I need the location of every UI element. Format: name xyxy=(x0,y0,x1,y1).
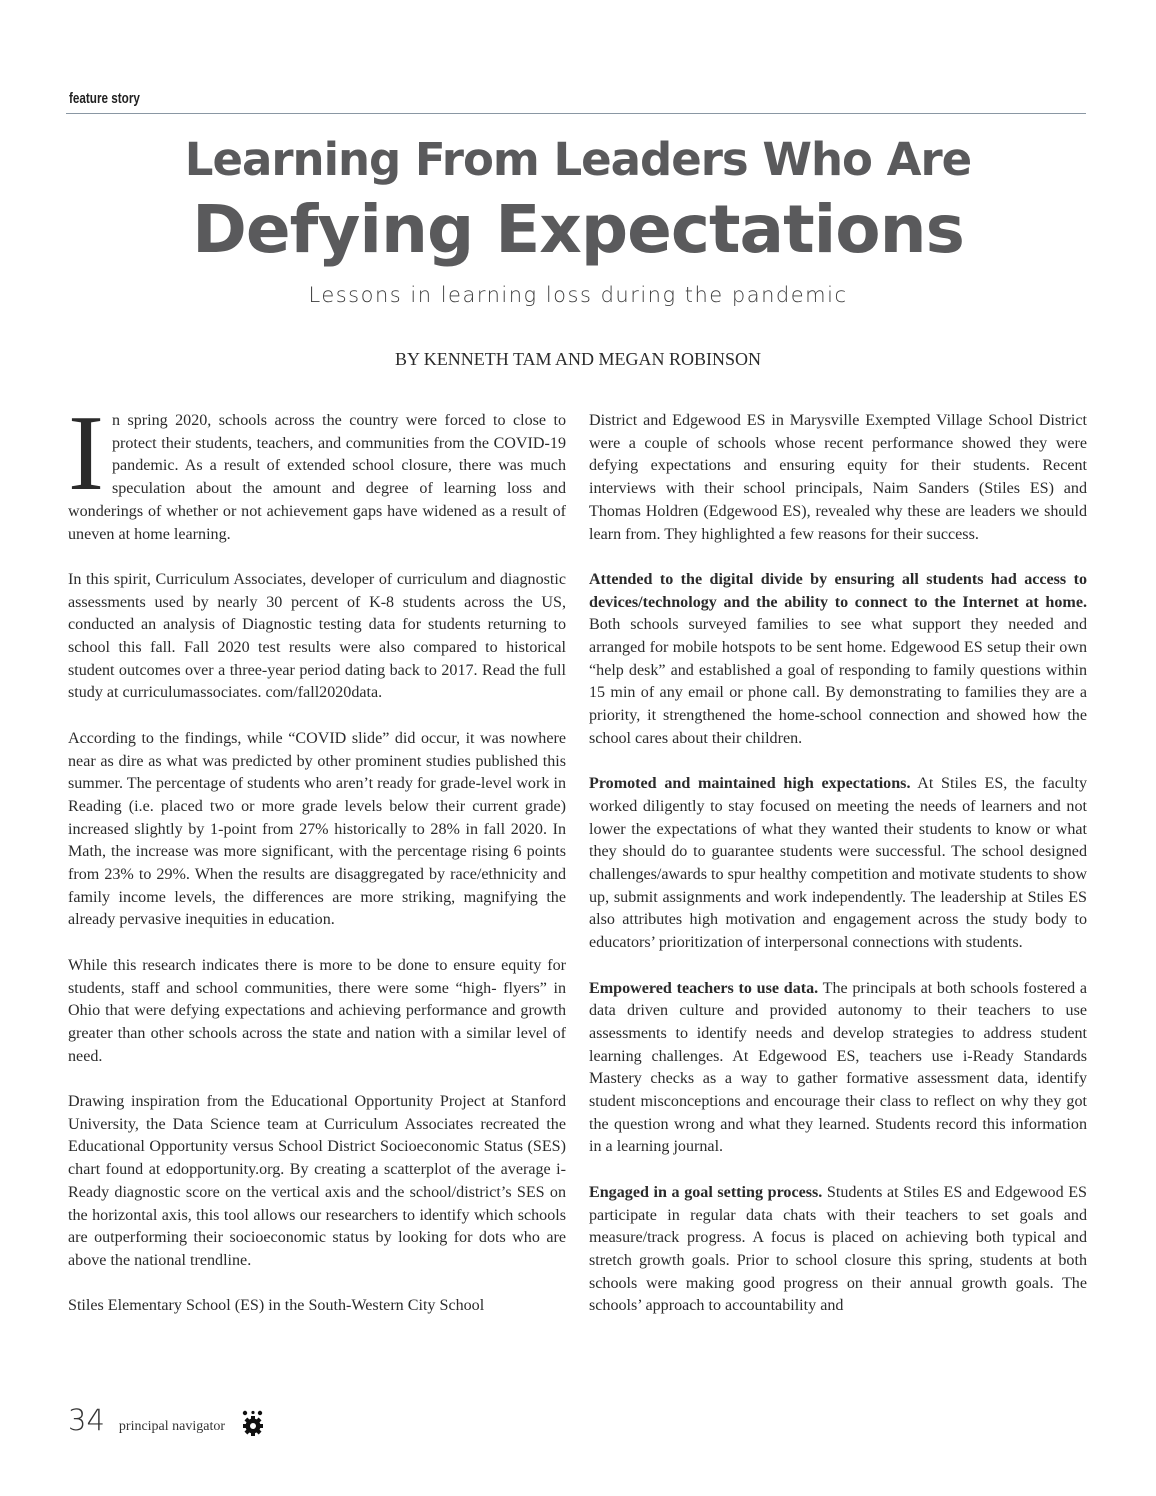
paragraph-body: At Stiles ES, the faculty worked diligently to stay focused on meeting the needs of learners and not lower the expectations of what they wanted their students to know or what they should do to guarantee students were successful. The school designed challenges/awards to spur healthy competition and motivate students to show up, submit assignments and work independently. The leadership at Stiles ES also attributes high motivation and engagement across the study body to educators’ prioritization of interpersonal connections with students. xyxy=(589,775,1087,952)
gear-icon xyxy=(241,1410,265,1436)
paragraph-lead: Engaged in a goal setting process. xyxy=(589,1183,823,1201)
article-title-line2: Defying Expectations xyxy=(192,191,964,268)
paragraph: Drawing inspiration from the Educational Opportunity Project at Stanford University, the Data Science team at Curriculum Associates recreated the Educational Opportunity versus School District Socioeconomic Status (SES) chart found at edopportunity.org. By creating a scatterplot of the average i-Ready diagnostic score on the vertical axis and the school/district’s SES on the horizontal axis, this tool allows our researchers to identify which schools are outperforming their socioeconomic status by looking for dots who are above the national trendline. xyxy=(68,1093,566,1269)
paragraph-body: Students at Stiles ES and Edgewood ES participate in regular data chats with their teachers to set goals and measure/track progress. A focus is placed on achieving both typical and stretch growth goals. Prior to school closure this spring, students at both schools were making good progress on their annual growth goals. The schools’ approach to accountability and xyxy=(589,1183,1087,1315)
paragraph-lead: Attended to the digital divide by ensuring all students had access to devices/technology and the ability to connect to the Internet at home. xyxy=(589,570,1087,611)
paragraph: While this research indicates there is more to be done to ensure equity for students, staff and school communities, there were some “high- flyers” in Ohio that were defying expectations and achieving performance and growth greater than other schools across the state and nation with a similar level of need. xyxy=(68,956,566,1065)
publication-name: principal navigator xyxy=(118,1419,226,1434)
right-column xyxy=(589,410,1087,1341)
paragraph-intro xyxy=(68,394,566,546)
paragraph: Stiles Elementary School (ES) in the South-Western City School xyxy=(68,1297,485,1315)
paragraph xyxy=(589,569,1087,751)
left-column xyxy=(68,394,566,1341)
paragraph: District and Edgewood ES in Marysville Exempted Village School District were a couple of schools whose recent performance showed they were defying expectations and ensuring equity for their students. Recent interviews with their school principals, Naim Sanders (Stiles ES) and Thomas Holdren (Edgewood ES), revealed why these are leaders we should learn from. They highlighted a few reasons for their success. xyxy=(589,412,1087,543)
paragraph xyxy=(589,773,1087,955)
paragraph: In this spirit, Curriculum Associates, developer of curriculum and diagnostic assessments used by nearly 30 percent of K-8 students across the US, conducted an analysis of Diagnostic testing data for students returning to school this fall. Fall 2020 test results were also compared to historical student outcomes over a three-year period dating back to 2017. Read the full study at curriculumassociates. com/fall2020data. xyxy=(68,570,566,702)
paragraph xyxy=(589,1182,1087,1318)
paragraph: According to the findings, while “COVID slide” did occur, it was nowhere near as dire as what was predicted by other prominent studies published this summer. The percentage of students who aren’t ready for grade-level work in Reading (i.e. placed two or more grade levels below their current grade) increased slightly by 1-point from 27% historically to 28% in fall 2020. In Math, the increase was more significant, with the percentage rising 6 points from 23% to 29%. When the results are disaggregated by race/ethnicity and family income levels, the differences are more striking, magnifying the already pervasive inequities in education. xyxy=(68,729,566,929)
paragraph-body: The principals at both schools fostered a data driven culture and provided autonomy to their teachers to use assessments to identify needs and develop strategies to address student learning challenges. At Edgewood ES, teachers use i-Ready Standards Mastery checks as a way to gather formative assessment data, identify student misconceptions and encourage their class to reflect on why they got the question wrong and what they learned. Students record this information in a learning journal. xyxy=(589,979,1088,1156)
paragraph-body: Both schools surveyed families to see what support they needed and arranged for mobile hotspots to be sent home. Edgewood ES setup their own “help desk” and established a goal of responding to family questions within 15 min of any email or phone call. By demonstrating to families they are a priority, it strengthened the home-school connection and showed how the school cares about their children. xyxy=(589,616,1087,747)
article-title-line1: Learning From Leaders Who Are xyxy=(184,133,972,186)
section-label: feature story xyxy=(69,90,140,107)
header-rule xyxy=(66,113,1086,114)
article-subtitle: Lessons in learning loss during the pandemic xyxy=(308,283,848,307)
dropcap: I xyxy=(68,394,104,513)
paragraph-lead: Promoted and maintained high expectations. xyxy=(589,775,911,793)
paragraph xyxy=(589,978,1087,1160)
page-footer xyxy=(68,1403,265,1443)
byline: BY KENNETH TAM AND MEGAN ROBINSON xyxy=(394,349,762,369)
paragraph-text: n spring 2020, schools across the country were forced to close to protect their students, teachers, and communities from the COVID-19 pandemic. As a result of extended school closure, there was much speculation about the amount and degree of learning loss and wonderings of whether or not achievement gaps have widened as a result of uneven at home learning. xyxy=(68,412,566,543)
paragraph-lead: Empowered teachers to use data. xyxy=(589,979,819,997)
page-number: 34 xyxy=(68,1403,105,1437)
